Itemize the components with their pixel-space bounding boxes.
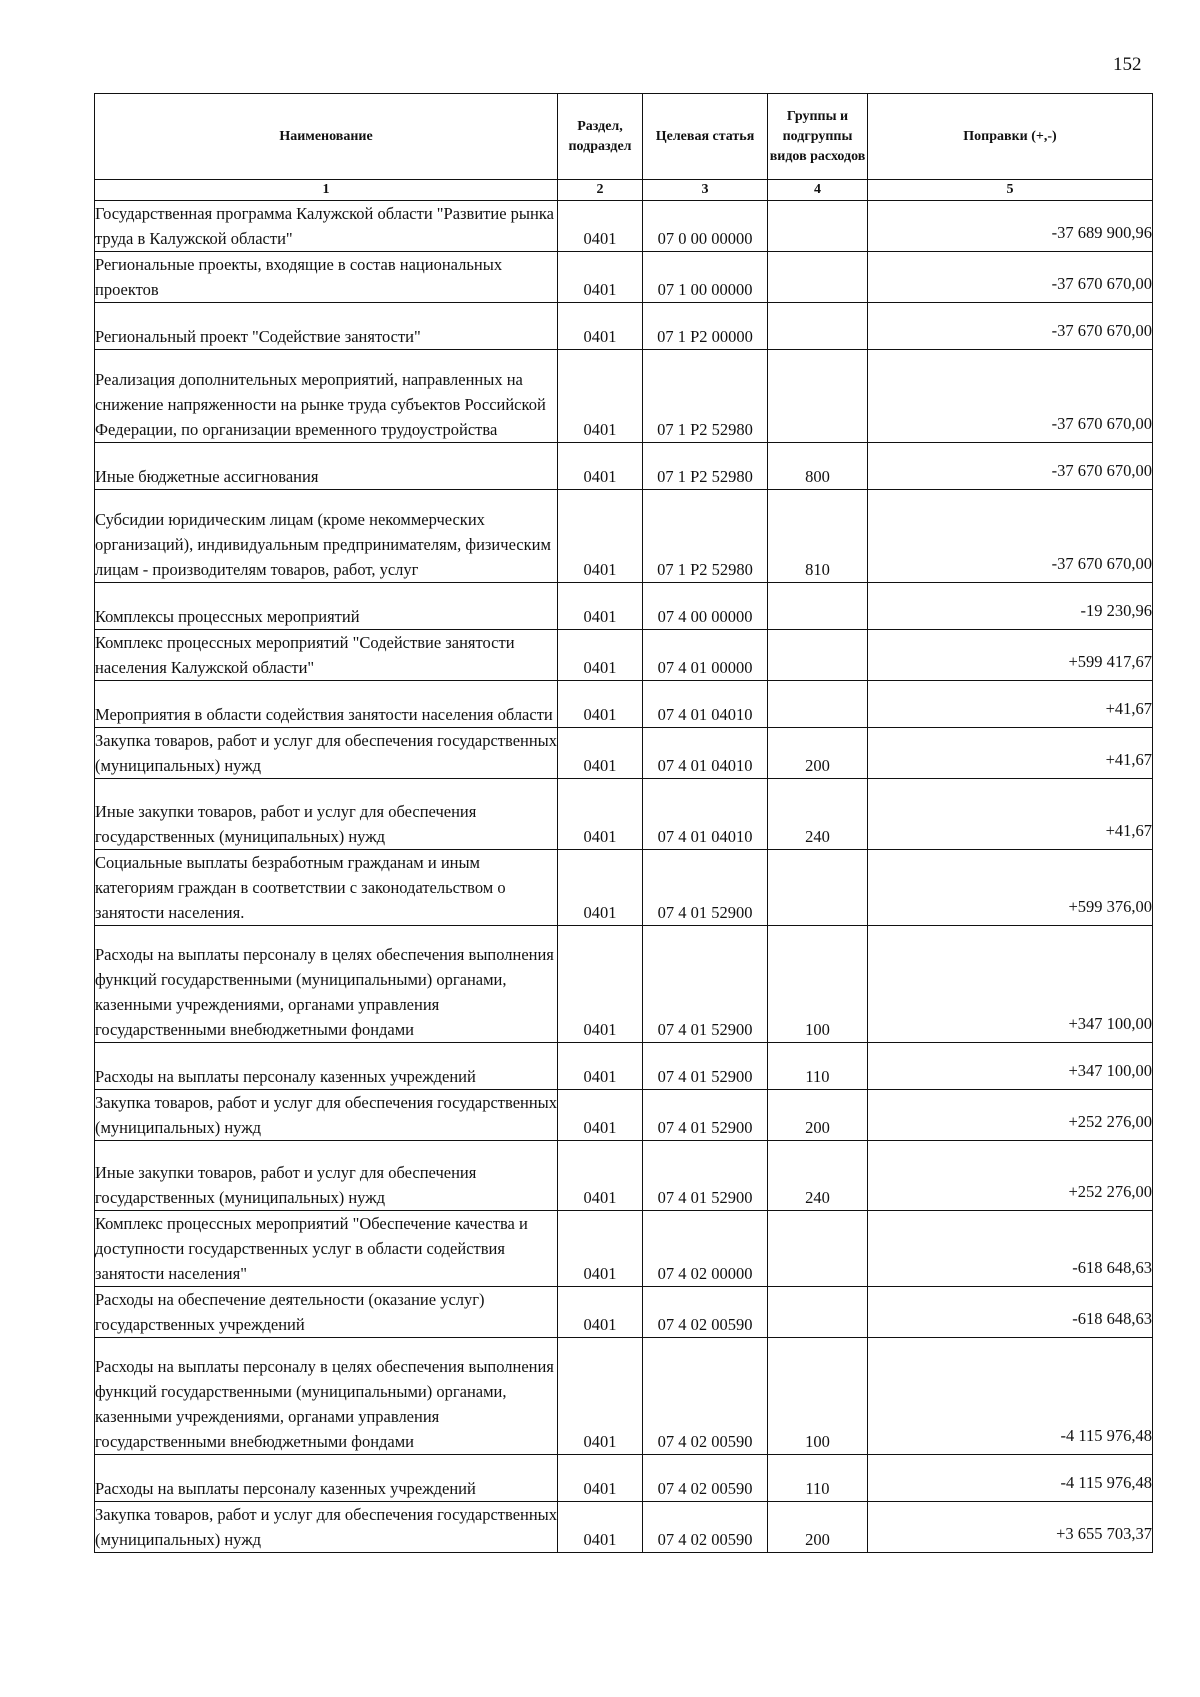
row-name: Расходы на выплаты персоналу в целях обеспечения выполнения функций государственными (муниципальными) органами, казенными учреждениями, органами управления государственными внебюджетными фондами [95,1338,558,1455]
table-row [95,303,1153,350]
row-article: 07 1 P2 52980 [643,443,768,490]
row-name: Социальные выплаты безработным гражданам и иным категориям граждан в соответствии с законодательством о занятости населения. [95,850,558,926]
row-amount: -37 670 670,00 [1051,461,1152,480]
row-amount: -37 689 900,96 [1051,223,1152,242]
row-section: 0401 [558,1211,643,1287]
table-row [95,1141,1153,1211]
row-amount: +41,67 [1105,821,1152,840]
row-amount: +41,67 [1105,699,1152,718]
row-section: 0401 [558,1043,643,1090]
row-section: 0401 [558,1287,643,1338]
row-article: 07 4 01 04010 [643,779,768,850]
row-group [768,303,868,350]
row-section: 0401 [558,201,643,252]
row-article: 07 4 01 52900 [643,1043,768,1090]
row-section: 0401 [558,630,643,681]
row-section: 0401 [558,1455,643,1502]
row-group [768,350,868,443]
table-row [95,443,1153,490]
row-section: 0401 [558,1502,643,1553]
column-header-section: Раздел, подраздел [558,94,643,180]
row-name: Субсидии юридическим лицам (кроме некоммерческих организаций), индивидуальным предпринимателям, физическим лицам - производителям товаров, работ, услуг [95,490,558,583]
row-article: 07 1 P2 52980 [643,350,768,443]
header-row [95,94,1153,180]
row-section: 0401 [558,926,643,1043]
row-name: Расходы на обеспечение деятельности (оказание услуг) государственных учреждений [95,1287,558,1338]
row-group [768,850,868,926]
row-group: 240 [768,779,868,850]
page-number: 152 [1113,54,1142,75]
row-amount: -37 670 670,00 [1051,274,1152,293]
table-row [95,1338,1153,1455]
row-name: Иные закупки товаров, работ и услуг для обеспечения государственных (муниципальных) нужд [95,779,558,850]
column-number-1: 1 [95,180,558,201]
row-article: 07 0 00 00000 [643,201,768,252]
table-row [95,201,1153,252]
row-name: Закупка товаров, работ и услуг для обеспечения государственных (муниципальных) нужд [95,728,558,779]
row-article: 07 4 02 00590 [643,1338,768,1455]
table-row [95,1502,1153,1553]
row-section: 0401 [558,1141,643,1211]
row-name: Региональный проект "Содействие занятости" [95,303,558,350]
column-header-amount: Поправки (+,-) [868,94,1153,180]
row-group: 200 [768,1502,868,1553]
column-number-2: 2 [558,180,643,201]
table-row [95,779,1153,850]
row-section: 0401 [558,303,643,350]
row-section: 0401 [558,443,643,490]
table-row [95,1287,1153,1338]
column-number-5: 5 [868,180,1153,201]
row-group [768,583,868,630]
row-amount: -19 230,96 [1080,601,1152,620]
row-group [768,201,868,252]
row-group: 810 [768,490,868,583]
row-article: 07 4 02 00000 [643,1211,768,1287]
row-article: 07 4 00 00000 [643,583,768,630]
row-group: 100 [768,926,868,1043]
row-amount: -4 115 976,48 [1060,1473,1152,1492]
row-name: Закупка товаров, работ и услуг для обеспечения государственных (муниципальных) нужд [95,1090,558,1141]
row-section: 0401 [558,350,643,443]
row-article: 07 1 P2 52980 [643,490,768,583]
table-row [95,583,1153,630]
row-name: Расходы на выплаты персоналу казенных учреждений [95,1455,558,1502]
row-group [768,630,868,681]
column-header-article: Целевая статья [643,94,768,180]
row-group: 240 [768,1141,868,1211]
budget-table [94,93,1153,1553]
row-section: 0401 [558,252,643,303]
row-name: Мероприятия в области содействия занятости населения области [95,681,558,728]
row-article: 07 4 02 00590 [643,1502,768,1553]
row-amount: -37 670 670,00 [1051,321,1152,340]
row-amount: +3 655 703,37 [1056,1524,1152,1543]
row-group: 800 [768,443,868,490]
row-article: 07 1 00 00000 [643,252,768,303]
row-article: 07 4 01 52900 [643,1141,768,1211]
row-article: 07 1 P2 00000 [643,303,768,350]
row-name: Расходы на выплаты персоналу в целях обеспечения выполнения функций государственными (муниципальными) органами, казенными учреждениями, органами управления государственными внебюджетными фондами [95,926,558,1043]
row-article: 07 4 02 00590 [643,1287,768,1338]
row-amount: -618 648,63 [1072,1258,1152,1277]
row-amount: +252 276,00 [1068,1182,1152,1201]
row-name: Закупка товаров, работ и услуг для обеспечения государственных (муниципальных) нужд [95,1502,558,1553]
table-row [95,350,1153,443]
table-row [95,728,1153,779]
row-section: 0401 [558,681,643,728]
row-amount: +347 100,00 [1068,1061,1152,1080]
row-group [768,1287,868,1338]
row-name: Государственная программа Калужской области "Развитие рынка труда в Калужской области" [95,201,558,252]
table-body [95,201,1153,1553]
row-group [768,252,868,303]
row-group: 110 [768,1455,868,1502]
table-row [95,850,1153,926]
row-name: Региональные проекты, входящие в состав национальных проектов [95,252,558,303]
row-group: 110 [768,1043,868,1090]
row-section: 0401 [558,490,643,583]
column-number-4: 4 [768,180,868,201]
table-row [95,630,1153,681]
row-group: 200 [768,1090,868,1141]
row-section: 0401 [558,728,643,779]
row-section: 0401 [558,1090,643,1141]
column-header-name: Наименование [95,94,558,180]
table-row [95,926,1153,1043]
row-name: Комплекс процессных мероприятий "Содействие занятости населения Калужской области" [95,630,558,681]
column-number-row [95,180,1153,201]
row-group [768,1211,868,1287]
row-group [768,681,868,728]
row-article: 07 4 01 52900 [643,1090,768,1141]
row-amount: +41,67 [1105,750,1152,769]
row-amount: -37 670 670,00 [1051,414,1152,433]
row-amount: +347 100,00 [1068,1014,1152,1033]
row-name: Комплексы процессных мероприятий [95,583,558,630]
column-number-3: 3 [643,180,768,201]
row-amount: -37 670 670,00 [1051,554,1152,573]
row-name: Реализация дополнительных мероприятий, направленных на снижение напряженности на рынке труда субъектов Российской Федерации, по организации временного трудоустройства [95,350,558,443]
row-name: Иные закупки товаров, работ и услуг для обеспечения государственных (муниципальных) нужд [95,1141,558,1211]
table-row [95,681,1153,728]
row-section: 0401 [558,850,643,926]
row-name: Расходы на выплаты персоналу казенных учреждений [95,1043,558,1090]
table-row [95,1090,1153,1141]
row-group: 200 [768,728,868,779]
row-section: 0401 [558,1338,643,1455]
row-article: 07 4 02 00590 [643,1455,768,1502]
row-section: 0401 [558,779,643,850]
row-name: Иные бюджетные ассигнования [95,443,558,490]
row-article: 07 4 01 00000 [643,630,768,681]
row-name: Комплекс процессных мероприятий "Обеспечение качества и доступности государственных услуг в области содействия занятости населения" [95,1211,558,1287]
row-amount: -4 115 976,48 [1060,1426,1152,1445]
row-article: 07 4 01 52900 [643,926,768,1043]
row-group: 100 [768,1338,868,1455]
row-section: 0401 [558,583,643,630]
table-row [95,1211,1153,1287]
table-row [95,252,1153,303]
table-row [95,490,1153,583]
row-article: 07 4 01 04010 [643,681,768,728]
table-row [95,1455,1153,1502]
row-amount: +252 276,00 [1068,1112,1152,1131]
row-amount: +599 417,67 [1068,652,1152,671]
row-article: 07 4 01 04010 [643,728,768,779]
row-amount: +599 376,00 [1068,897,1152,916]
row-amount: -618 648,63 [1072,1309,1152,1328]
table-row [95,1043,1153,1090]
column-header-group: Группы и подгруппы видов расходов [768,94,868,180]
row-article: 07 4 01 52900 [643,850,768,926]
